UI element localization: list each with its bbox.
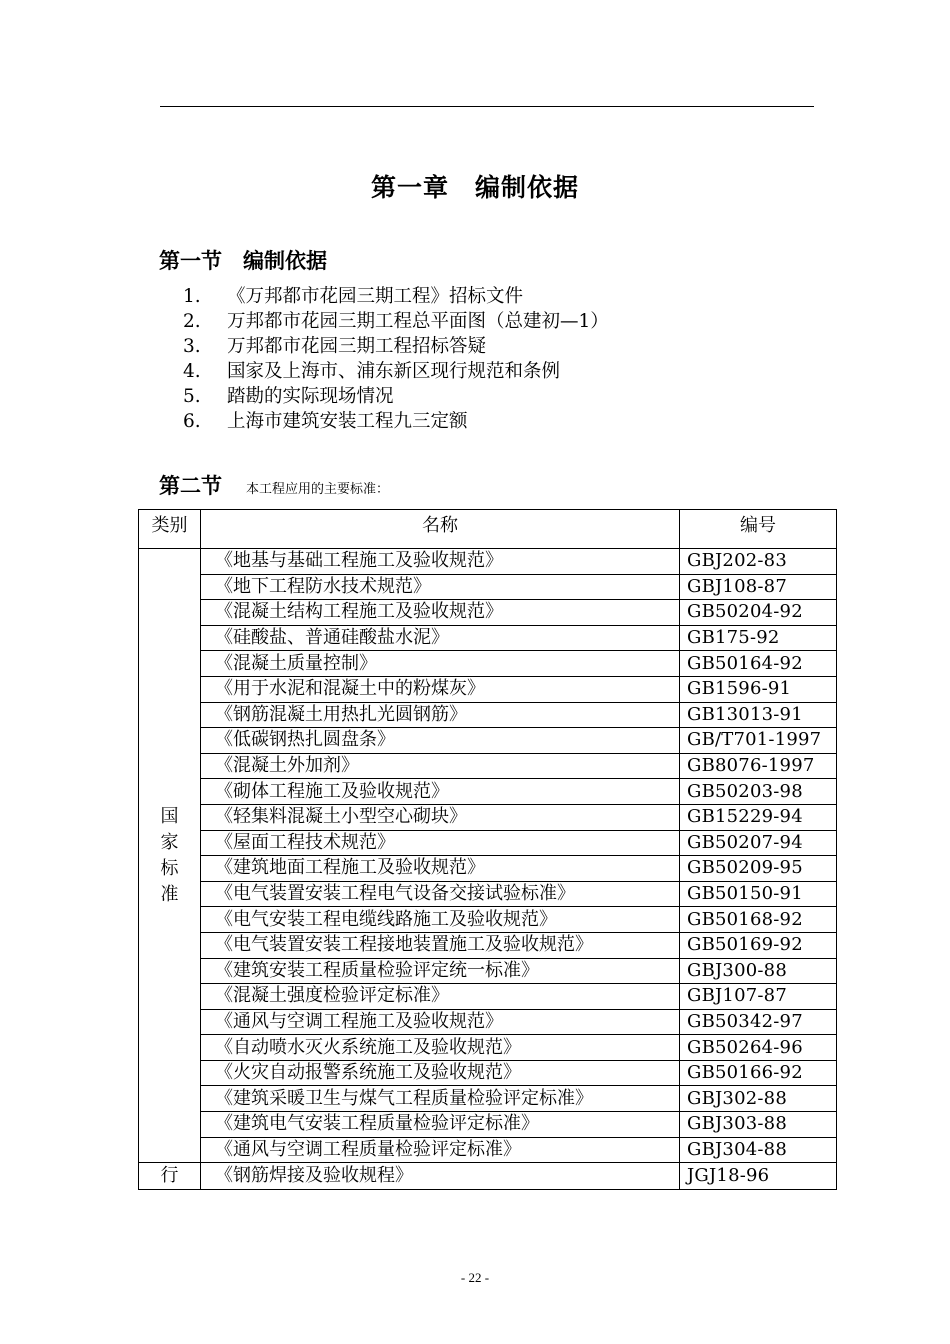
table-row	[139, 728, 837, 754]
section2-title: 第二节	[159, 474, 222, 498]
category-char: 家	[160, 831, 179, 853]
standard-code: GBJ108-87	[680, 574, 837, 600]
table-header-row	[139, 510, 837, 549]
standard-name: 《自动喷水灭火系统施工及验收规范》	[201, 1035, 680, 1061]
standard-code: GB50342-97	[680, 1009, 837, 1035]
standard-name: 《通风与空调工程质量检验评定标准》	[201, 1137, 680, 1163]
standard-code: GB8076-1997	[680, 753, 837, 779]
standard-name: 《砌体工程施工及验收规范》	[201, 779, 680, 805]
table-row	[139, 1035, 837, 1061]
table-row	[139, 676, 837, 702]
table-row	[139, 625, 837, 651]
header-code: 编号	[680, 510, 837, 549]
standard-code: GB50207-94	[680, 830, 837, 856]
standard-name: 《建筑电气安装工程质量检验评定标准》	[201, 1112, 680, 1138]
section2-desc: 本工程应用的主要标准：	[246, 482, 390, 497]
table-row	[139, 702, 837, 728]
standard-name: 《轻集料混凝土小型空心砌块》	[201, 804, 680, 830]
standard-code: GBJ304-88	[680, 1137, 837, 1163]
category-char: 行	[160, 1165, 179, 1187]
page-number: - 22 -	[460, 1270, 490, 1285]
standard-code: GB50169-92	[680, 932, 837, 958]
table-row	[139, 804, 837, 830]
standard-code: GB50209-95	[680, 856, 837, 882]
standard-name: 《硅酸盐、普通硅酸盐水泥》	[201, 625, 680, 651]
basis-item-text: 上海市建筑安装工程九三定额	[227, 411, 468, 432]
table-row	[139, 881, 837, 907]
section2-heading	[159, 470, 389, 500]
standard-name: 《混凝土结构工程施工及验收规范》	[201, 600, 680, 626]
table-row	[139, 779, 837, 805]
basis-item	[183, 359, 609, 384]
standards-table	[138, 509, 837, 1190]
basis-item	[183, 284, 609, 309]
standard-name: 《钢筋焊接及验收规程》	[201, 1163, 680, 1190]
standard-code: GBJ107-87	[680, 984, 837, 1010]
basis-item-text: 踏勘的实际现场情况	[227, 386, 394, 407]
standard-code: GB13013-91	[680, 702, 837, 728]
header-name: 名称	[201, 510, 680, 549]
standard-name: 《用于水泥和混凝土中的粉煤灰》	[201, 676, 680, 702]
basis-list	[183, 284, 609, 434]
table-row	[139, 958, 837, 984]
table-row	[139, 907, 837, 933]
category-char: 准	[160, 883, 179, 905]
basis-item	[183, 384, 609, 409]
basis-item-number: 5.	[183, 386, 201, 407]
standard-name: 《电气安装工程电缆线路施工及验收规范》	[201, 907, 680, 933]
standard-name: 《通风与空调工程施工及验收规范》	[201, 1009, 680, 1035]
standard-code: GB15229-94	[680, 804, 837, 830]
table-row	[139, 830, 837, 856]
category-cell	[139, 549, 201, 1163]
table-row	[139, 856, 837, 882]
standard-name: 《火灾自动报警系统施工及验收规范》	[201, 1060, 680, 1086]
section1-title: 第一节 编制依据	[159, 249, 327, 273]
basis-item	[183, 334, 609, 359]
standard-name: 《建筑地面工程施工及验收规范》	[201, 856, 680, 882]
standard-code: GB/T701-1997	[680, 728, 837, 754]
standard-code: GBJ300-88	[680, 958, 837, 984]
standard-code: GB50264-96	[680, 1035, 837, 1061]
standard-code: GB50166-92	[680, 1060, 837, 1086]
standard-name: 《混凝土外加剂》	[201, 753, 680, 779]
standard-name: 《混凝土强度检验评定标准》	[201, 984, 680, 1010]
chapter-title: 第一章 编制依据	[370, 173, 579, 202]
basis-item-text: 万邦都市花园三期工程招标答疑	[227, 336, 487, 357]
basis-item-number: 3.	[183, 336, 201, 357]
table-row	[139, 753, 837, 779]
table-row	[139, 1112, 837, 1138]
standard-code: GB50164-92	[680, 651, 837, 677]
standard-code: GB1596-91	[680, 676, 837, 702]
standard-name: 《电气装置安装工程电气设备交接试验标准》	[201, 881, 680, 907]
category-cell	[139, 1163, 201, 1190]
table-row	[139, 600, 837, 626]
table-row	[139, 549, 837, 575]
standard-name: 《混凝土质量控制》	[201, 651, 680, 677]
basis-item-text: 国家及上海市、浦东新区现行规范和条例	[227, 361, 561, 382]
standard-name: 《电气装置安装工程接地装置施工及验收规范》	[201, 932, 680, 958]
table-row	[139, 984, 837, 1010]
header-rule	[160, 106, 814, 107]
standard-code: GBJ302-88	[680, 1086, 837, 1112]
standard-code: JGJ18-96	[680, 1163, 837, 1190]
standard-code: GB50168-92	[680, 907, 837, 933]
table-row	[139, 1009, 837, 1035]
table-row	[139, 1137, 837, 1163]
standard-name: 《屋面工程技术规范》	[201, 830, 680, 856]
standard-name: 《建筑采暖卫生与煤气工程质量检验评定标准》	[201, 1086, 680, 1112]
basis-item-text: 万邦都市花园三期工程总平面图（总建初—1）	[227, 311, 609, 332]
table-row	[139, 1086, 837, 1112]
table-row	[139, 1163, 837, 1190]
standard-code: GB175-92	[680, 625, 837, 651]
table-row	[139, 932, 837, 958]
basis-item-number: 1.	[183, 286, 201, 307]
standards-table-body	[139, 549, 837, 1190]
standard-name: 《钢筋混凝土用热扎光圆钢筋》	[201, 702, 680, 728]
basis-item	[183, 309, 609, 334]
basis-item-text: 《万邦都市花园三期工程》招标文件	[227, 286, 524, 307]
standard-name: 《建筑安装工程质量检验评定统一标准》	[201, 958, 680, 984]
basis-item-number: 2.	[183, 311, 201, 332]
standard-code: GB50150-91	[680, 881, 837, 907]
standard-code: GB50203-98	[680, 779, 837, 805]
basis-item-number: 4.	[183, 361, 201, 382]
standard-code: GBJ303-88	[680, 1112, 837, 1138]
category-char: 国	[160, 805, 179, 827]
basis-item	[183, 409, 609, 434]
table-row	[139, 651, 837, 677]
standard-name: 《地基与基础工程施工及验收规范》	[201, 549, 680, 575]
category-char: 标	[160, 857, 179, 879]
standard-code: GBJ202-83	[680, 549, 837, 575]
standard-name: 《地下工程防水技术规范》	[201, 574, 680, 600]
standard-code: GB50204-92	[680, 600, 837, 626]
header-category: 类别	[139, 510, 201, 549]
table-row	[139, 1060, 837, 1086]
table-row	[139, 574, 837, 600]
standard-name: 《低碳钢热扎圆盘条》	[201, 728, 680, 754]
basis-item-number: 6.	[183, 411, 201, 432]
